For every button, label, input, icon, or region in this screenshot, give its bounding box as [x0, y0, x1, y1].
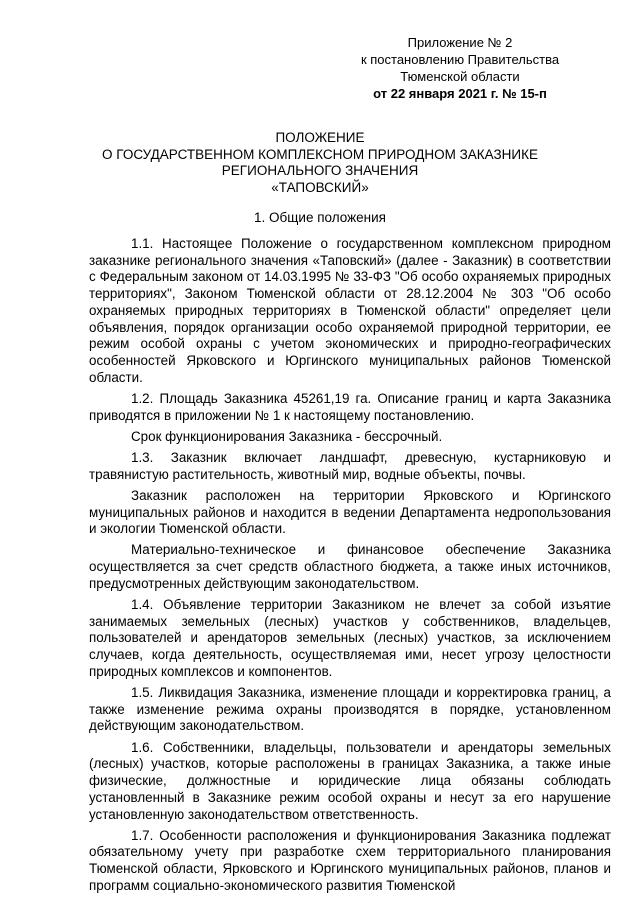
appendix-date: от 22 января 2021 г. № 15-п: [373, 86, 547, 101]
paragraph-1-1: 1.1. Настоящее Положение о государственном комплексном природном заказнике регионального значения «Таповский» (далее - Заказник) в соответствии с Федеральным законом от 14.03.1995 № 33-ФЗ "Об особо охраняемых природных территориях", Законом Тюменской области от 28.12.2004 № 303 "Об особо охраняемых природных территориях в Тюменской области" определяет цели объявления, порядок организации особо охраняемой природной территории, ее режим особой охраны с учетом экономических и природно-географических особенностей Ярковского и Юргинского муниципальных районов Тюменской области.: [89, 236, 611, 385]
section-heading: 1. Общие положения: [254, 210, 386, 225]
appendix-region: Тюменской области: [400, 69, 520, 84]
paragraph-1-6: 1.6. Собственники, владельцы, пользователи и арендаторы земельных (лесных) участков, которые расположены в границах Заказника, а также иные физические, должностные и юридические лица обязаны соблюдать установленный в Заказнике режим особой охраны и несут за его нарушение установленную законодательством ответственность.: [89, 739, 611, 822]
paragraph-location: Заказник расположен на территории Ярковского и Юргинского муниципальных районов и находится в ведении Департамента недропользования и экологии Тюменской области.: [89, 487, 611, 537]
appendix-number: Приложение № 2: [407, 35, 513, 50]
appendix-header: [330, 34, 590, 102]
title-line-4: «ТАПОВСКИЙ»: [271, 179, 369, 195]
paragraph-term: Срок функционирования Заказника - бессрочный.: [131, 428, 443, 444]
document-title: [85, 130, 555, 196]
paragraph-1-4: 1.4. Объявление территории Заказником не влечет за собой изъятие занимаемых земельных (лесных) участков у собственников, владельцев, пользователей и арендаторов земельных (лесных) участков, за исключением случаев, когда деятельность, осуществляемая ими, несет угрозу целостности природных комплексов и компонентов.: [89, 597, 611, 679]
paragraph-1-7: 1.7. Особенности расположения и функционирования Заказника подлежат обязательному учету при разработке схем территориального планирования Тюменской области, Ярковского и Юргинского муниципальных районов, планов и программ социально-экономического развития Тюменской: [89, 827, 611, 893]
paragraph-1-3: 1.3. Заказник включает ландшафт, древесную, кустарниковую и травянистую растительность, животный мир, водные объекты, почвы.: [89, 449, 611, 482]
paragraph-funding: Материально-техническое и финансовое обеспечение Заказника осуществляется за счет средств областного бюджета, а также иных источников, предусмотренных действующим законодательством.: [89, 542, 611, 591]
appendix-resolution: к постановлению Правительства: [360, 52, 560, 67]
document-body: [89, 236, 611, 895]
paragraph-1-2: 1.2. Площадь Заказника 45261,19 га. Описание границ и карта Заказника приводятся в приложении № 1 к настоящему постановлению.: [89, 390, 611, 423]
title-line-2: О ГОСУДАРСТВЕННОМ КОМПЛЕКСНОМ ПРИРОДНОМ ЗАКАЗНИКЕ: [102, 146, 538, 162]
title-line-3: РЕГИОНАЛЬНОГО ЗНАЧЕНИЯ: [221, 163, 419, 178]
paragraph-1-5: 1.5. Ликвидация Заказника, изменение площади и корректировка границ, а также изменение режима охраны производятся в порядке, установленном действующим законодательством.: [89, 685, 611, 734]
title-line-1: ПОЛОЖЕНИЕ: [275, 130, 365, 145]
